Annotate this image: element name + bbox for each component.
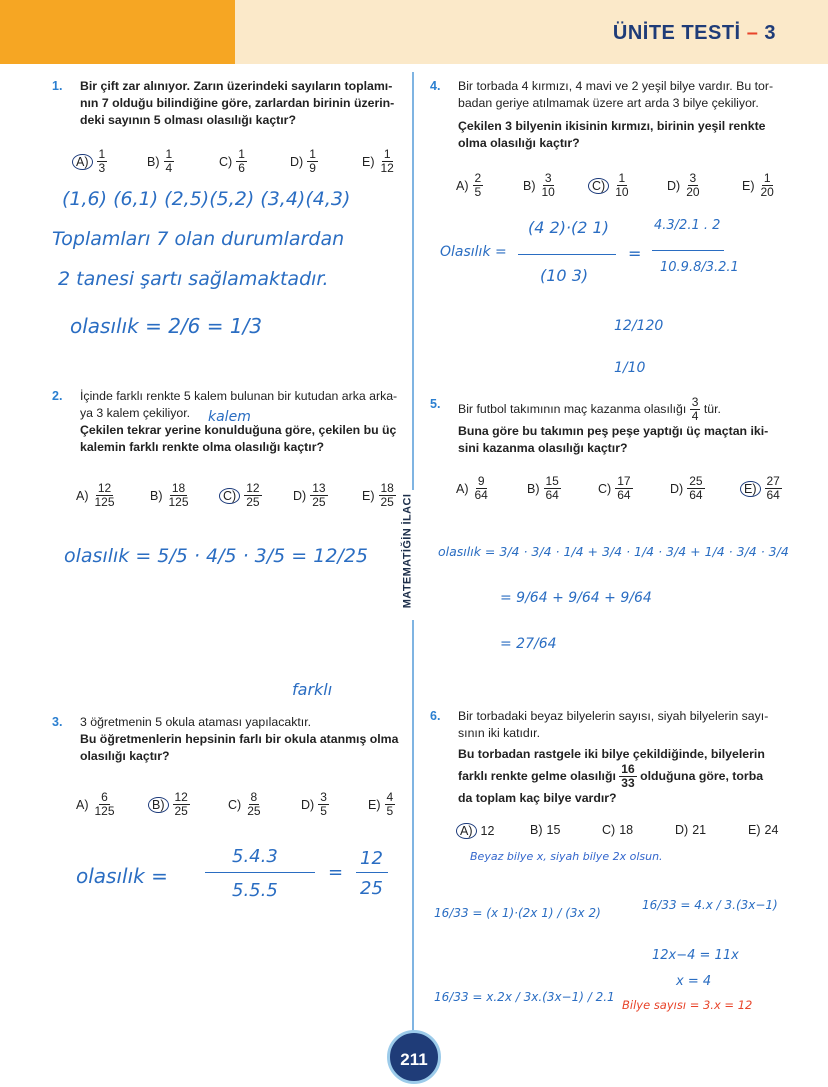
question-text-bold: olduğuna göre, torba da toplam kaç bilye vardır? bbox=[458, 768, 764, 805]
option-num: 13 bbox=[312, 481, 326, 495]
fraction-line bbox=[205, 872, 315, 873]
option-num: 25 bbox=[689, 474, 703, 488]
option-num: 8 bbox=[250, 790, 258, 804]
handwriting-line: 16/33 = x.2x / 3x.(3x−1) / 2.1 bbox=[434, 990, 615, 1004]
option-den: 64 bbox=[617, 488, 631, 502]
handwriting-line: 12x−4 = 11x bbox=[652, 948, 739, 963]
question-text: Bir torbadaki beyaz bilyelerin sayısı, siyah bilyelerin sayı-sının iki katıdır. bbox=[458, 709, 769, 740]
option-value: 15 bbox=[546, 823, 561, 837]
option-a[interactable] bbox=[456, 823, 494, 839]
option-label: A) bbox=[456, 481, 469, 496]
option-label: B) bbox=[150, 488, 163, 503]
option-num: 1 bbox=[165, 147, 173, 161]
option-c[interactable] bbox=[219, 482, 262, 509]
handwriting-pairs: (1,6) (6,1) (2,5)(5,2) (3,4)(4,3) bbox=[62, 188, 351, 210]
handwriting-num: (4 2)·(2 1) bbox=[528, 218, 609, 237]
question-5 bbox=[430, 396, 778, 457]
option-label: B) bbox=[527, 481, 540, 496]
question-4 bbox=[430, 78, 778, 152]
handwriting-den: 5.5.5 bbox=[232, 880, 278, 901]
option-label: B) bbox=[523, 178, 536, 193]
question-text-bold: Çekilen tekrar yerine konulduğuna göre, çekilen bu üç kalemin farklı renkte olma olasılığı kaçtır? bbox=[80, 423, 397, 454]
fraction bbox=[619, 763, 636, 790]
question-number: 1. bbox=[52, 79, 63, 93]
option-a[interactable] bbox=[72, 148, 107, 175]
page-title bbox=[613, 22, 776, 45]
option-den: 64 bbox=[545, 488, 559, 502]
option-den: 64 bbox=[474, 488, 488, 502]
handwriting-line: olasılık = 3/4 · 3/4 · 1/4 + 3/4 · 1/4 · 3/4 + 1/4 · 3/4 · 3/4 bbox=[438, 544, 789, 559]
option-e[interactable] bbox=[362, 482, 396, 509]
option-label: E) bbox=[362, 488, 375, 503]
handwriting-note: kalem bbox=[208, 409, 251, 425]
option-value: 12 bbox=[480, 824, 495, 838]
option-d[interactable] bbox=[670, 475, 705, 502]
option-label: C) bbox=[228, 797, 242, 812]
title-dash: – bbox=[746, 22, 759, 44]
option-label: D) bbox=[293, 488, 307, 503]
question-number: 6. bbox=[430, 709, 441, 723]
option-den: 25 bbox=[312, 495, 326, 509]
fraction bbox=[690, 396, 701, 423]
option-den: 12 bbox=[380, 161, 394, 175]
question-text: İçinde farklı renkte 5 kalem bulunan bir kutudan arka arka-ya 3 kalem çekiliyor. bbox=[80, 389, 398, 420]
handwriting-result: olasılık = 5/5 · 4/5 · 3/5 = 12/25 bbox=[64, 545, 369, 567]
handwriting-label: olasılık = bbox=[76, 864, 168, 888]
handwriting-step: 1/10 bbox=[614, 360, 646, 376]
option-den: 5 bbox=[474, 185, 482, 199]
handwriting-result: Bilye sayısı = 3.x = 12 bbox=[622, 998, 753, 1012]
option-label: E) bbox=[740, 481, 761, 497]
option-num: 12 bbox=[174, 790, 188, 804]
option-label: D) bbox=[675, 823, 689, 837]
option-num: 15 bbox=[545, 474, 559, 488]
option-den: 5 bbox=[386, 804, 394, 818]
option-label: C) bbox=[219, 154, 233, 169]
option-label: D) bbox=[670, 481, 684, 496]
fraction-line bbox=[652, 250, 724, 251]
option-num: 1 bbox=[238, 147, 245, 161]
option-d[interactable] bbox=[675, 823, 706, 837]
option-num: 12 bbox=[246, 481, 260, 495]
option-den: 3 bbox=[98, 161, 106, 175]
page-number: 211 bbox=[387, 1030, 441, 1084]
option-num: 1 bbox=[309, 147, 316, 161]
option-b[interactable] bbox=[530, 823, 560, 837]
handwriting-line: x = 4 bbox=[676, 974, 712, 989]
option-label: B) bbox=[530, 823, 543, 837]
question-number: 4. bbox=[430, 79, 441, 93]
option-num: 18 bbox=[171, 481, 186, 495]
question-text-bold: Çekilen 3 bilyenin ikisinin kırmızı, birinin yeşil renkte olma olasılığı kaçtır? bbox=[458, 119, 766, 150]
handwriting-num: 5.4.3 bbox=[232, 846, 278, 867]
option-num: 1 bbox=[98, 147, 106, 161]
option-label: E) bbox=[368, 797, 381, 812]
option-label: E) bbox=[742, 178, 755, 193]
option-num: 1 bbox=[763, 171, 771, 185]
handwriting-num: 4.3/2.1 . 2 bbox=[654, 218, 721, 233]
option-b[interactable] bbox=[527, 475, 561, 502]
fraction-line bbox=[518, 254, 616, 255]
option-a[interactable] bbox=[76, 482, 117, 509]
title-number: 3 bbox=[764, 22, 776, 44]
option-e[interactable] bbox=[748, 823, 778, 837]
option-den: 64 bbox=[689, 488, 703, 502]
option-b[interactable] bbox=[147, 148, 174, 175]
option-num: 6 bbox=[101, 790, 108, 804]
handwriting-note: farklı bbox=[292, 680, 333, 699]
frac-num: 3 bbox=[691, 395, 699, 409]
option-den: 125 bbox=[94, 495, 115, 509]
option-den: 20 bbox=[686, 185, 700, 199]
handwriting-line: = 27/64 bbox=[500, 636, 557, 652]
option-a[interactable] bbox=[76, 791, 117, 818]
handwriting-line: = 9/64 + 9/64 + 9/64 bbox=[500, 590, 652, 606]
option-label: D) bbox=[290, 154, 304, 169]
option-c[interactable] bbox=[228, 791, 263, 818]
handwriting-den: 25 bbox=[360, 878, 383, 899]
option-label: C) bbox=[602, 823, 616, 837]
option-num: 2 bbox=[474, 171, 482, 185]
handwriting-line: 16/33 = (x 1)·(2x 1) / (3x 2) bbox=[434, 906, 601, 920]
question-1 bbox=[52, 78, 402, 129]
fraction-line bbox=[356, 872, 388, 873]
question-text-bold: Buna göre bu takımın peş peşe yaptığı üç maçtan iki-sini kazanma olasılığı kaçtır? bbox=[458, 424, 769, 455]
option-label: A) bbox=[76, 797, 89, 812]
question-text-bold: Bu öğretmenlerin hepsinin farlı bir okula atanmış olma olasılığı kaçtır? bbox=[80, 732, 399, 763]
option-num: 1 bbox=[383, 147, 391, 161]
option-label: B) bbox=[148, 797, 169, 813]
option-den: 5 bbox=[320, 804, 327, 818]
question-text: Bir torbada 4 kırmızı, 4 mavi ve 2 yeşil bilye vardır. Bu tor-badan geriye atılmamak üzere art arda 3 bilye çekiliyor. bbox=[458, 79, 774, 110]
handwriting-line: Toplamları 7 olan durumlardan bbox=[52, 228, 345, 250]
frac-den: 33 bbox=[621, 776, 635, 790]
question-text: tür. bbox=[703, 401, 721, 416]
option-num: 17 bbox=[617, 474, 631, 488]
option-num: 1 bbox=[618, 171, 626, 185]
option-d[interactable] bbox=[667, 172, 702, 199]
option-d[interactable] bbox=[301, 791, 329, 818]
option-label: D) bbox=[301, 797, 315, 812]
option-c[interactable] bbox=[598, 475, 633, 502]
option-label: A) bbox=[456, 823, 477, 839]
option-num: 12 bbox=[97, 481, 112, 495]
option-den: 20 bbox=[760, 185, 774, 199]
option-c[interactable] bbox=[602, 823, 633, 837]
option-e[interactable] bbox=[368, 791, 395, 818]
option-label: A) bbox=[456, 178, 469, 193]
option-num: 3 bbox=[544, 171, 552, 185]
question-text: Bir futbol takımının maç kazanma olasılığı bbox=[458, 401, 687, 416]
handwriting-eq: = bbox=[628, 244, 642, 263]
brand-text: MATEMATİĞİN İLACI bbox=[401, 493, 414, 609]
option-den: 25 bbox=[174, 804, 188, 818]
option-c[interactable] bbox=[588, 172, 631, 199]
option-b[interactable] bbox=[523, 172, 557, 199]
option-num: 27 bbox=[766, 474, 780, 488]
question-text-bold: Bu torbadan rastgele iki bilye çekildiğinde, bilyelerin farklı renkte gelme olasılığı bbox=[458, 747, 765, 783]
option-den: 25 bbox=[247, 804, 261, 818]
option-num: 9 bbox=[477, 474, 485, 488]
option-d[interactable] bbox=[290, 148, 318, 175]
handwriting-result: olasılık = 2/6 = 1/3 bbox=[70, 314, 263, 338]
handwriting-step: 12/120 bbox=[614, 318, 664, 334]
option-num: 3 bbox=[320, 790, 327, 804]
option-e[interactable] bbox=[362, 148, 396, 175]
question-text: Bir çift zar alınıyor. Zarın üzerindeki sayıların toplamı-nın 7 olduğu bilindiğine göre, zarlardan birinin üzerin-deki sayının 5 olması olasılığı kaçtır? bbox=[80, 79, 395, 127]
option-label: D) bbox=[667, 178, 681, 193]
option-den: 25 bbox=[380, 495, 394, 509]
header-orange-band bbox=[0, 0, 235, 64]
frac-num: 16 bbox=[621, 762, 635, 776]
option-den: 10 bbox=[615, 185, 629, 199]
option-den: 9 bbox=[309, 161, 316, 175]
title-text: ÜNİTE TESTİ bbox=[612, 22, 741, 44]
option-label: A) bbox=[72, 154, 93, 170]
question-number: 2. bbox=[52, 389, 63, 403]
option-e[interactable] bbox=[740, 475, 782, 502]
handwriting-den: (10 3) bbox=[540, 266, 589, 285]
option-label: C) bbox=[219, 488, 240, 504]
option-value: 21 bbox=[692, 823, 707, 837]
option-label: A) bbox=[76, 488, 89, 503]
option-d[interactable] bbox=[293, 482, 328, 509]
question-3 bbox=[52, 714, 402, 765]
option-label: B) bbox=[147, 154, 160, 169]
option-num: 4 bbox=[386, 790, 394, 804]
option-label: C) bbox=[598, 481, 612, 496]
question-text: 3 öğretmenin 5 okula ataması yapılacaktır. bbox=[80, 715, 312, 729]
question-number: 3. bbox=[52, 715, 63, 729]
option-b[interactable] bbox=[150, 482, 191, 509]
option-value: 18 bbox=[619, 823, 634, 837]
option-den: 4 bbox=[165, 161, 173, 175]
handwriting-label: Olasılık = bbox=[440, 244, 507, 260]
handwriting-line: Beyaz bilye x, siyah bilye 2x olsun. bbox=[470, 850, 663, 863]
option-den: 64 bbox=[766, 488, 780, 502]
brand-label bbox=[402, 490, 426, 620]
option-b[interactable] bbox=[148, 791, 190, 818]
option-den: 125 bbox=[94, 804, 115, 818]
option-c[interactable] bbox=[219, 148, 247, 175]
option-value: 24 bbox=[764, 823, 779, 837]
option-a[interactable] bbox=[456, 172, 483, 199]
option-den: 25 bbox=[246, 495, 260, 509]
option-e[interactable] bbox=[742, 172, 776, 199]
option-den: 6 bbox=[238, 161, 245, 175]
option-label: C) bbox=[588, 178, 609, 194]
handwriting-line: 2 tanesi şartı sağlamaktadır. bbox=[58, 268, 329, 290]
option-den: 125 bbox=[168, 495, 189, 509]
frac-den: 4 bbox=[691, 409, 699, 423]
question-number: 5. bbox=[430, 397, 441, 411]
handwriting-line: 16/33 = 4.x / 3.(3x−1) bbox=[642, 898, 778, 912]
handwriting-eq: = bbox=[328, 862, 344, 883]
handwriting-num: 12 bbox=[360, 848, 383, 869]
question-6 bbox=[430, 708, 780, 807]
option-label: E) bbox=[362, 154, 375, 169]
option-label: E) bbox=[748, 823, 761, 837]
option-den: 10 bbox=[541, 185, 555, 199]
option-a[interactable] bbox=[456, 475, 490, 502]
handwriting-den: 10.9.8/3.2.1 bbox=[660, 260, 739, 275]
option-num: 18 bbox=[380, 481, 394, 495]
option-num: 3 bbox=[689, 171, 697, 185]
